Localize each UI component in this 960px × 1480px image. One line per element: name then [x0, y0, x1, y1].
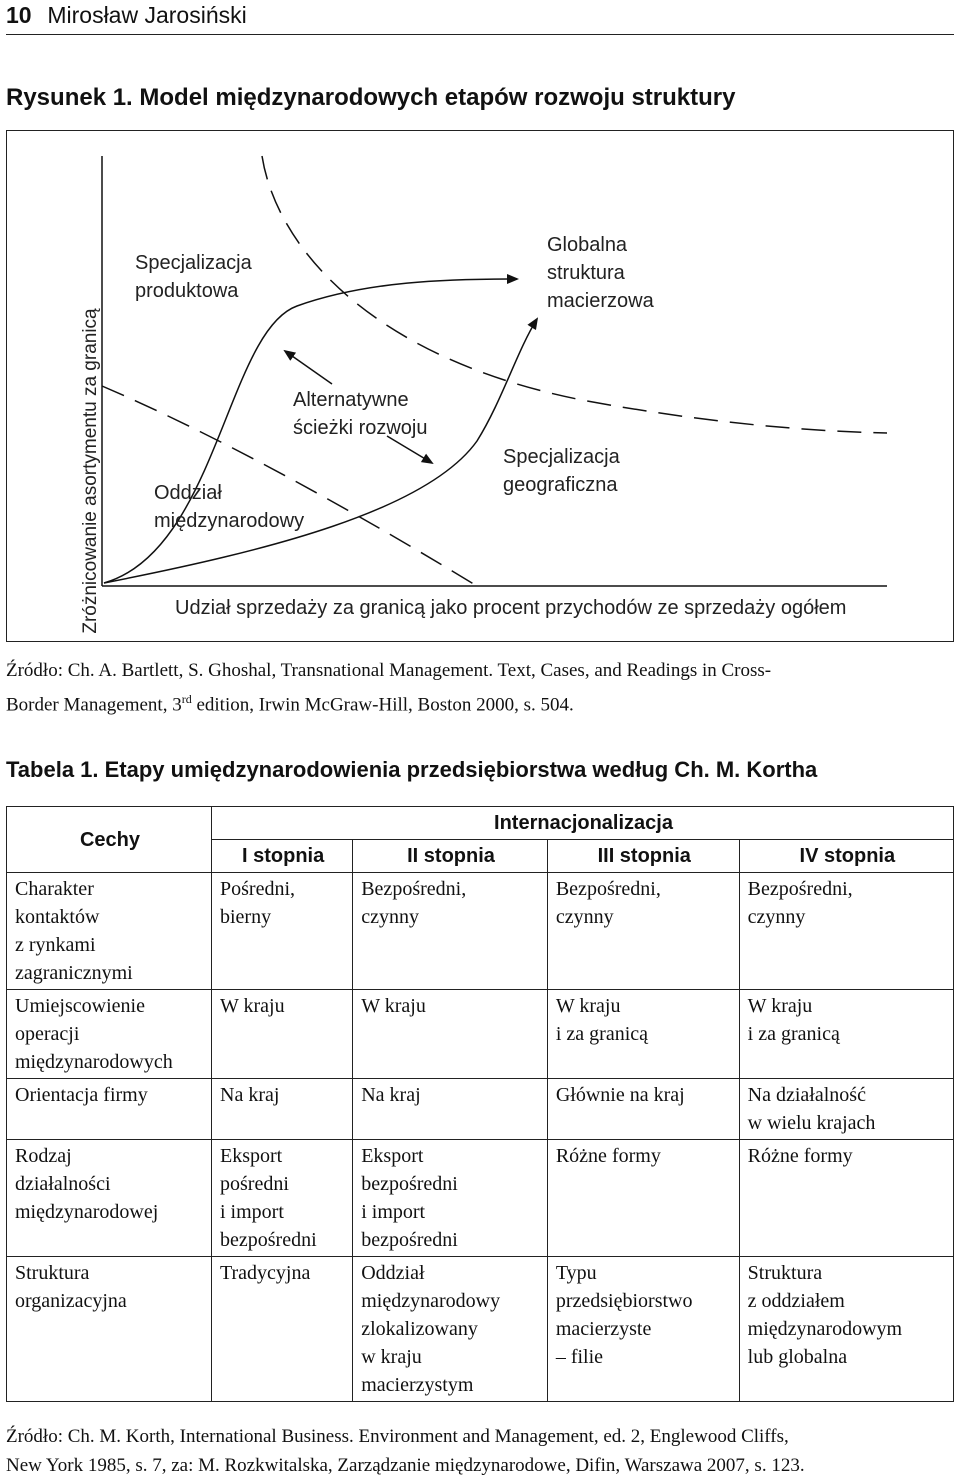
stage-cell: W kraju i za granicą: [739, 990, 953, 1079]
stage-cell: Oddział międzynarodowy zlokalizowany w kraju macierzystym: [353, 1257, 548, 1402]
table-title: Tabela 1. Etapy umiędzynarodowienia przedsiębiorstwa według Ch. M. Kortha: [6, 757, 818, 782]
features-header: Cechy: [7, 807, 212, 873]
group-header: Internacjonalizacja: [212, 807, 954, 840]
label-alternative-paths: Alternatywne ścieżki rozwoju: [293, 389, 428, 439]
stages-table: [6, 806, 954, 1402]
label-product-specialization: Specjalizacja produktowa: [135, 252, 252, 302]
label-international-division: Oddział międzynarodowy: [154, 482, 305, 532]
y-axis-label: Zróżnicowanie asortymentu za granicą: [80, 308, 101, 634]
feature-cell: Struktura organizacyjna: [7, 1257, 212, 1402]
stage-cell: W kraju: [353, 990, 548, 1079]
label-geo-specialization: Specjalizacja geograficzna: [503, 446, 620, 496]
stage-cell: Struktura z oddziałem międzynarodowym lub globalna: [739, 1257, 953, 1402]
table-row: [7, 1257, 954, 1402]
author-name: Mirosław Jarosiński: [47, 2, 247, 28]
diagram-canvas: [7, 131, 955, 643]
stage-cell: Różne formy: [547, 1140, 739, 1257]
header-rule: [6, 34, 954, 35]
figure-diagram: [6, 130, 954, 642]
table-source: Źródło: Ch. M. Korth, International Business. Environment and Management, ed. 2, Englewood Cliffs, New York 1985, s. 7, za: M. Rozkwitalska, Zarządzanie międzynarodowe, Difin, Warszawa 2007, s. 123.: [6, 1426, 805, 1476]
figure-title: Rysunek 1. Model międzynarodowych etapów rozwoju struktury: [6, 84, 736, 111]
table-row: [7, 1079, 954, 1140]
path-via-geo: [104, 319, 537, 583]
stage-cell: Na działalność w wielu krajach: [739, 1079, 953, 1140]
page-header: [6, 2, 247, 29]
stage-cell: W kraju: [212, 990, 353, 1079]
feature-cell: Umiejscowienie operacji międzynarodowych: [7, 990, 212, 1079]
stage-cell: Na kraj: [353, 1079, 548, 1140]
arrow-up-left: [285, 351, 332, 384]
stage-header: I stopnia: [212, 840, 353, 873]
table-row: [7, 1140, 954, 1257]
figure-source: Źródło: Ch. A. Bartlett, S. Ghoshal, Transnational Management. Text, Cases, and Readings in Cross- Border Management, 3rd edition, Irwin McGraw-Hill, Boston 2000, s. 504.: [6, 660, 772, 716]
page-number: 10: [6, 2, 32, 28]
table-row: [7, 873, 954, 990]
feature-cell: Charakter kontaktów z rynkami zagranicznymi: [7, 873, 212, 990]
table-row: [7, 990, 954, 1079]
stage-cell: W kraju i za granicą: [547, 990, 739, 1079]
stage-header: IV stopnia: [739, 840, 953, 873]
stage-cell: Głównie na kraj: [547, 1079, 739, 1140]
stage-cell: Bezpośredni, czynny: [739, 873, 953, 990]
label-global-matrix: Globalna struktura macierzowa: [547, 234, 654, 312]
stage-cell: Różne formy: [739, 1140, 953, 1257]
stage-cell: Bezpośredni, czynny: [547, 873, 739, 990]
stage-header: II stopnia: [353, 840, 548, 873]
stage-cell: Tradycyjna: [212, 1257, 353, 1402]
stage-cell: Pośredni, bierny: [212, 873, 353, 990]
stage-cell: Na kraj: [212, 1079, 353, 1140]
table-body: [7, 873, 954, 1402]
stage-cell: Eksport pośredni i import bezpośredni: [212, 1140, 353, 1257]
stage-header: III stopnia: [547, 840, 739, 873]
feature-cell: Rodzaj działalności międzynarodowej: [7, 1140, 212, 1257]
stage-cell: Typu przedsiębiorstwo macierzyste – filie: [547, 1257, 739, 1402]
stage-cell: Eksport bezpośredni i import bezpośredni: [353, 1140, 548, 1257]
feature-cell: Orientacja firmy: [7, 1079, 212, 1140]
x-axis-label: Udział sprzedaży za granicą jako procent przychodów ze sprzedaży ogółem: [175, 597, 847, 619]
stage-cell: Bezpośredni, czynny: [353, 873, 548, 990]
